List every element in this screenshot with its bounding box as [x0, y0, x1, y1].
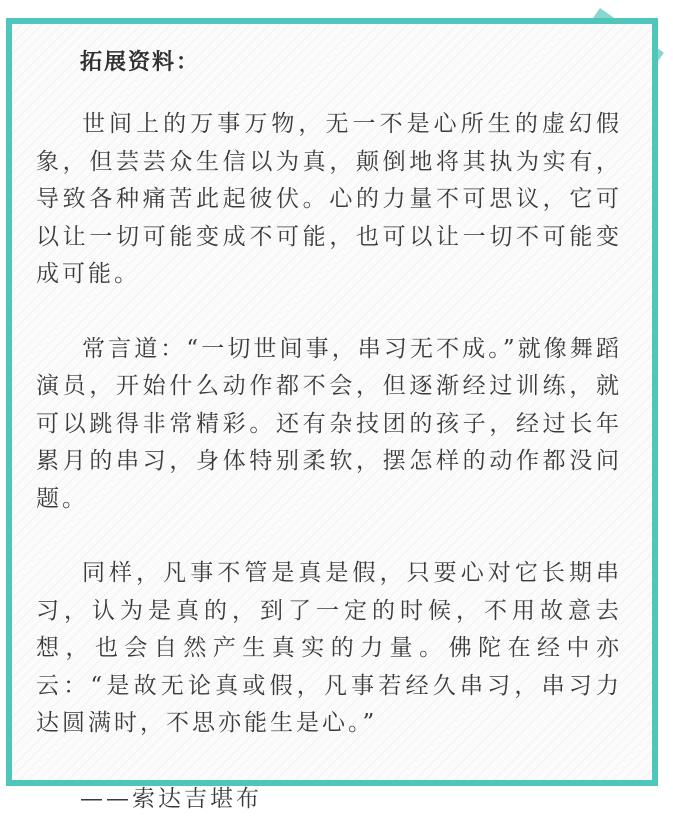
document-content	[36, 42, 622, 818]
spacer	[36, 294, 622, 331]
paragraph-3: 同样，凡事不管是真是假，只要心对它长期串习，认为是真的，到了一定的时候，不用故意去想，也会自然产生真实的力量。佛陀在经中亦云：“是故无论真或假，凡事若经久串习，串习力达圆满时，不思亦能生是心。”	[36, 560, 622, 736]
signature: ——索达吉堪布	[80, 785, 262, 812]
spacer	[36, 82, 622, 106]
spacer	[36, 743, 622, 780]
spacer	[36, 518, 622, 555]
heading: 拓展资料：	[80, 49, 201, 75]
paragraph-2: 常言道：“一切世间事，串习无不成。”就像舞蹈演员，开始什么动作都不会，但逐渐经过训练，就可以跳得非常精彩。还有杂技团的孩子，经过长年累月的串习，身体特别柔软，摆怎样的动作都没问题。	[36, 335, 622, 512]
paragraph-1: 世间上的万事万物，无一不是心所生的虚幻假象，但芸芸众生信以为真，颠倒地将其执为实有，导致各种痛苦此起彼伏。心的力量不可思议，它可以让一切可能变成不可能，也可以让一切不可能变成可能。	[36, 111, 622, 287]
